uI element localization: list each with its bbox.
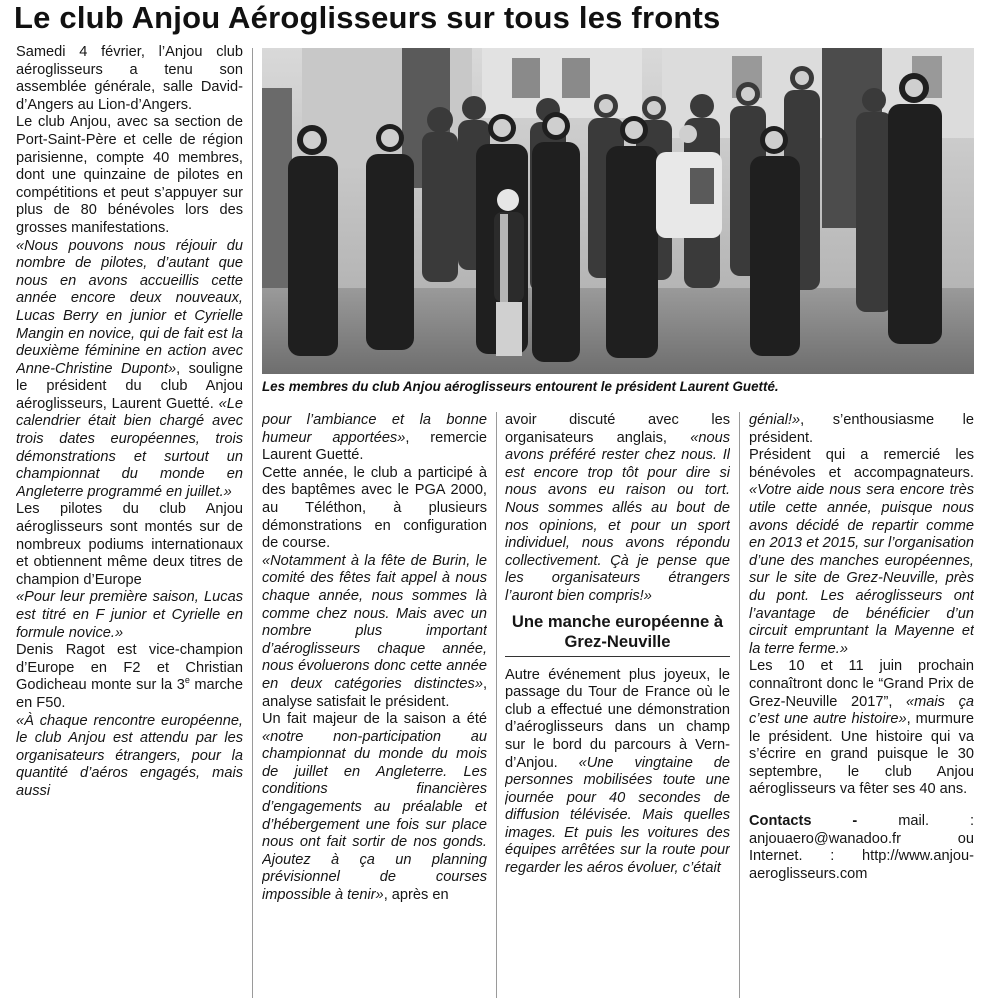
paragraph [262,711,487,905]
quote: «Une vingtaine de personnes mobilisées toute une journée pour 40 secondes de diffusion télévisée. Mais quelles images. Et puis les voitures des équipes arrêtées sur la route pour regarder les aéros évoluer, c’était [505,754,730,877]
article-column-2 [262,412,487,999]
contacts-label: Contacts - [749,813,858,830]
column-divider [252,48,253,998]
column-divider [739,412,740,998]
paragraph [749,412,974,447]
paragraph [505,667,730,878]
contacts-text: mail. : anjouaero@wanadoo.fr ou Internet. : http://www.anjou-aeroglisseurs.com [749,813,974,882]
article-column-4 [749,412,974,999]
article-column-3 [505,412,730,999]
text-run: , après en [383,887,449,904]
quote-paragraph: «À chaque rencontre européenne, le club Anjou est attendu par les organisateurs étrangers, pour la quantité d’aéros engagés, mais aussi [16,712,243,799]
subheading-rule [505,656,730,657]
paragraph: Cette année, le club a participé à des baptêmes avec le PGA 2000, au Téléthon, à plusieurs démonstrations en configuration de course. [262,464,487,552]
quote: génial!» [749,412,801,428]
paragraph: Les pilotes du club Anjou aéroglisseurs sont montés sur de nombreux podiums internationaux et obtiennent même deux titres de champion d’Europe [16,501,243,588]
text-run: , analyse satisfait le président. [262,675,487,710]
headline: Le club Anjou Aéroglisseurs sur tous les fronts [14,0,721,35]
quote-paragraph: «Pour leur première saison, Lucas est titré en F junior et Cyrielle en formule novice.» [16,589,243,641]
group-photo [262,48,974,374]
text-run: Président qui a remercié les bénévoles et accompagnateurs. [749,447,974,481]
photo-caption: Les membres du club Anjou aéroglisseurs entourent le président Laurent Guetté. [262,379,779,394]
text-run: , s’enthousiasme le président. [749,412,974,446]
article-column-1 [16,44,243,999]
group-photo-illustration [262,48,974,374]
text-run: avoir discuté avec les organisateurs anglais, [505,412,730,446]
paragraph [262,412,487,465]
text-run: , murmure le président. Une histoire qui va s’écrire en grand puisque le 30 septembre, le club Anjou aéroglisseurs va fêter ses 40 ans. [749,711,974,798]
quote: «nous avons préféré rester chez nous. Il est encore trop tôt pour dire si nous avons eu raison ou tort. Nous sommes allés au bout de nos opinions, et pour un sport individuel, nous avons répondu collectivement. Çà je pense que les organisateurs étrangers l’auront bien compris!» [505,429,730,604]
quote: «notre non-participation au championnat du monde du mois de juillet en Angleterre. Les conditions financières d’engagements au préalable et d’hébergement une fois sur place nous ont fait sortir de nos gonds. Ajoutez à ça un planning prévisionnel de courses impossible à tenir» [262,728,487,904]
paragraph [262,553,487,711]
superscript: e [184,675,190,686]
paragraph [749,658,974,799]
text-run: Denis Ragot est vice-champion d’Europe en F2 et Christian Godicheau monte sur la 3 [16,642,243,694]
paragraph: Samedi 4 février, l’Anjou club aéroglisseurs a tenu son assemblée générale, salle David-d’Angers au Lion-d’Angers. [16,44,243,113]
text-run: , souligne le président du club Anjou aéroglisseurs, Laurent Guetté. [16,360,243,412]
paragraph: Le club Anjou, avec sa section de Port-Saint-Père et celle de région parisienne, compte 40 membres, dont une quinzaine de pilotes en compétitions et peut s’appuyer sur plus de 80 bénévoles lors des grosses manifestations. [16,114,243,236]
text-run: Autre événement plus joyeux, le passage du Tour de France où le club a effectué une démonstration d’aéroglisseurs dans un champ sur le bord du parcours à Vern-d’Anjou. [505,666,730,771]
quote: «mais ça c’est une autre histoire» [749,693,974,728]
text-run: Un fait majeur de la saison a été [262,711,487,728]
paragraph [505,412,730,606]
paragraph [749,447,974,658]
text-run: Les 10 et 11 juin prochain connaîtront donc le “Grand Prix de Grez-Neuville 2017”, [749,658,974,710]
quote: pour l’ambiance et la bonne humeur apportées» [262,412,487,446]
text-run: , remercie Laurent Guetté. [262,429,487,464]
quote: «Le calendrier était bien chargé avec trois dates européennes, trois démonstrations et surtout un championnat du monde en Angleterre programmé en juillet.» [16,395,243,500]
column-divider [496,412,497,998]
paragraph [16,642,243,712]
quote: «Votre aide nous sera encore très utile cette année, puisque nous avons décidé de repartir comme en 2013 et 2015, sur l’organisation d’une des manches européennes, sur le site de Grez-Neuville, près du pont. Les aéroglisseurs ont l’avantage de bénéficier d’un circuit empruntant la Mayenne et la terre ferme.» [749,482,974,657]
paragraph [16,238,243,502]
subheading: Une manche européenne à Grez-Neuville [511,611,724,651]
text-run: marche en F50. [16,677,243,711]
quote: «Nous pouvons nous réjouir du nombre de pilotes, d’autant que nous en avons accueillis cette année encore deux nouveaux, Lucas Berry en junior et Cyrielle Mangin en novice, qui de fait est la deuxième féminine en action avec Anne-Christine Dupont» [16,237,243,377]
contacts [749,813,974,883]
quote: «Notamment à la fête de Burin, le comité des fêtes fait appel à nous chaque année, nous sommes là comme chez nous. Mais avec un nombre plus important d’aéroglisseurs chaque année, nous évoluerons donc cette année en deux catégories distinctes» [262,552,487,692]
